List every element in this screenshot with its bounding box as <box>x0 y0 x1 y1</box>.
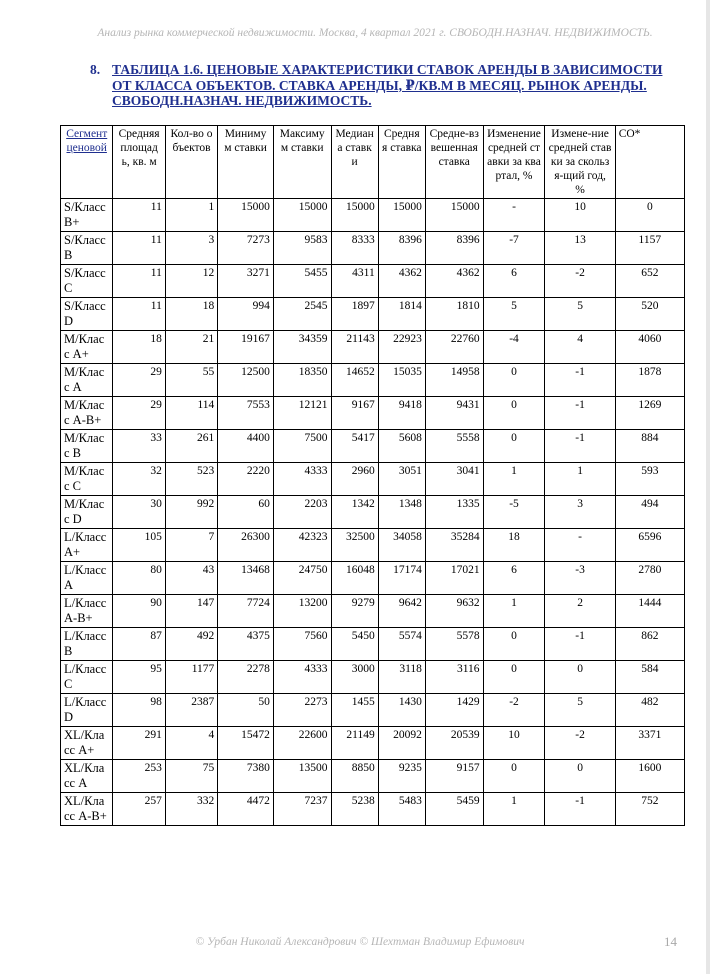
column-header-average: Средняя ставка <box>378 126 425 199</box>
cell-weighted: 22760 <box>425 331 483 364</box>
cell-average: 1430 <box>378 694 425 727</box>
cell-change-quarter: -7 <box>483 232 545 265</box>
cell-count: 4 <box>165 727 217 760</box>
table-row <box>61 265 685 298</box>
cell-min: 4400 <box>218 430 274 463</box>
cell-median: 3000 <box>331 661 378 694</box>
cell-count: 492 <box>165 628 217 661</box>
cell-change-year: -2 <box>545 727 615 760</box>
cell-median: 32500 <box>331 529 378 562</box>
cell-segment: S/Класс D <box>61 298 113 331</box>
cell-avg-area: 95 <box>113 661 165 694</box>
cell-count: 75 <box>165 760 217 793</box>
cell-change-year: -3 <box>545 562 615 595</box>
cell-average: 17174 <box>378 562 425 595</box>
cell-change-quarter: 1 <box>483 595 545 628</box>
table-row <box>61 397 685 430</box>
cell-std: 1444 <box>615 595 684 628</box>
table-row <box>61 199 685 232</box>
cell-max: 12121 <box>273 397 331 430</box>
cell-std: 4060 <box>615 331 684 364</box>
cell-average: 5483 <box>378 793 425 826</box>
cell-average: 34058 <box>378 529 425 562</box>
cell-average: 22923 <box>378 331 425 364</box>
cell-average: 1814 <box>378 298 425 331</box>
table-row <box>61 496 685 529</box>
cell-avg-area: 291 <box>113 727 165 760</box>
cell-change-year: 2 <box>545 595 615 628</box>
cell-std: 6596 <box>615 529 684 562</box>
cell-max: 24750 <box>273 562 331 595</box>
cell-min: 60 <box>218 496 274 529</box>
cell-max: 9583 <box>273 232 331 265</box>
cell-segment: M/Класс B <box>61 430 113 463</box>
cell-count: 12 <box>165 265 217 298</box>
cell-change-year: 5 <box>545 694 615 727</box>
cell-segment: S/Класс C <box>61 265 113 298</box>
cell-change-year: -1 <box>545 397 615 430</box>
table-row <box>61 793 685 826</box>
cell-max: 22600 <box>273 727 331 760</box>
cell-change-year: 3 <box>545 496 615 529</box>
cell-avg-area: 11 <box>113 265 165 298</box>
cell-median: 5450 <box>331 628 378 661</box>
footer-copyright: © Урбан Николай Александрович © Шехтман Владимир Ефимович <box>195 936 525 948</box>
cell-max: 13200 <box>273 595 331 628</box>
cell-avg-area: 29 <box>113 397 165 430</box>
cell-std: 1600 <box>615 760 684 793</box>
cell-min: 7553 <box>218 397 274 430</box>
cell-max: 15000 <box>273 199 331 232</box>
cell-weighted: 35284 <box>425 529 483 562</box>
table-row <box>61 562 685 595</box>
cell-std: 652 <box>615 265 684 298</box>
cell-count: 43 <box>165 562 217 595</box>
cell-median: 2960 <box>331 463 378 496</box>
cell-change-year: -2 <box>545 265 615 298</box>
cell-average: 15000 <box>378 199 425 232</box>
cell-change-quarter: -2 <box>483 694 545 727</box>
cell-min: 2220 <box>218 463 274 496</box>
cell-average: 3118 <box>378 661 425 694</box>
cell-min: 13468 <box>218 562 274 595</box>
cell-average: 4362 <box>378 265 425 298</box>
cell-count: 332 <box>165 793 217 826</box>
cell-change-year: 10 <box>545 199 615 232</box>
cell-min: 19167 <box>218 331 274 364</box>
cell-weighted: 1810 <box>425 298 483 331</box>
cell-avg-area: 11 <box>113 298 165 331</box>
cell-median: 9279 <box>331 595 378 628</box>
table-row <box>61 463 685 496</box>
column-header-weighted: Средне-взвешенная ставка <box>425 126 483 199</box>
cell-avg-area: 253 <box>113 760 165 793</box>
cell-segment: M/Класс C <box>61 463 113 496</box>
cell-max: 2545 <box>273 298 331 331</box>
cell-average: 9642 <box>378 595 425 628</box>
cell-avg-area: 257 <box>113 793 165 826</box>
cell-std: 862 <box>615 628 684 661</box>
cell-min: 4375 <box>218 628 274 661</box>
cell-change-quarter: 5 <box>483 298 545 331</box>
cell-min: 15000 <box>218 199 274 232</box>
cell-weighted: 5459 <box>425 793 483 826</box>
cell-std: 1878 <box>615 364 684 397</box>
cell-avg-area: 80 <box>113 562 165 595</box>
cell-std: 482 <box>615 694 684 727</box>
cell-weighted: 8396 <box>425 232 483 265</box>
cell-change-year: 0 <box>545 661 615 694</box>
cell-min: 3271 <box>218 265 274 298</box>
cell-weighted: 5558 <box>425 430 483 463</box>
cell-max: 18350 <box>273 364 331 397</box>
cell-segment: M/Класс A-B+ <box>61 397 113 430</box>
cell-weighted: 5578 <box>425 628 483 661</box>
cell-weighted: 9431 <box>425 397 483 430</box>
cell-weighted: 3116 <box>425 661 483 694</box>
cell-min: 2278 <box>218 661 274 694</box>
cell-median: 5238 <box>331 793 378 826</box>
cell-change-year: -1 <box>545 364 615 397</box>
cell-segment: L/Класс A+ <box>61 529 113 562</box>
page-number: 14 <box>664 934 677 949</box>
cell-median: 9167 <box>331 397 378 430</box>
cell-change-quarter: 6 <box>483 265 545 298</box>
cell-max: 4333 <box>273 463 331 496</box>
cell-std: 0 <box>615 199 684 232</box>
cell-change-quarter: 0 <box>483 430 545 463</box>
cell-avg-area: 98 <box>113 694 165 727</box>
table-row <box>61 595 685 628</box>
cell-change-quarter: 10 <box>483 727 545 760</box>
cell-avg-area: 33 <box>113 430 165 463</box>
cell-std: 1157 <box>615 232 684 265</box>
cell-median: 15000 <box>331 199 378 232</box>
rates-table <box>60 125 685 826</box>
cell-max: 7500 <box>273 430 331 463</box>
table-row <box>61 694 685 727</box>
cell-min: 994 <box>218 298 274 331</box>
cell-segment: L/Класс B <box>61 628 113 661</box>
cell-min: 15472 <box>218 727 274 760</box>
cell-change-quarter: 0 <box>483 760 545 793</box>
cell-max: 34359 <box>273 331 331 364</box>
cell-segment: M/Класс D <box>61 496 113 529</box>
cell-avg-area: 32 <box>113 463 165 496</box>
cell-max: 7560 <box>273 628 331 661</box>
cell-change-quarter: - <box>483 199 545 232</box>
column-header-segment[interactable]: Сегмент ценовой <box>61 126 113 199</box>
cell-max: 42323 <box>273 529 331 562</box>
cell-median: 8850 <box>331 760 378 793</box>
table-body <box>61 199 685 826</box>
cell-segment: L/Класс A <box>61 562 113 595</box>
cell-min: 4472 <box>218 793 274 826</box>
cell-median: 1455 <box>331 694 378 727</box>
table-row <box>61 661 685 694</box>
cell-min: 26300 <box>218 529 274 562</box>
column-header-change-quarter: Изменение средней ставки за квартал, % <box>483 126 545 199</box>
cell-change-quarter: 6 <box>483 562 545 595</box>
cell-std: 752 <box>615 793 684 826</box>
column-header-count: Кол-во объектов <box>165 126 217 199</box>
cell-median: 14652 <box>331 364 378 397</box>
cell-segment: XL/Класс A <box>61 760 113 793</box>
cell-average: 3051 <box>378 463 425 496</box>
table-row <box>61 331 685 364</box>
cell-std: 494 <box>615 496 684 529</box>
cell-segment: L/Класс C <box>61 661 113 694</box>
cell-change-year: -1 <box>545 793 615 826</box>
cell-count: 7 <box>165 529 217 562</box>
cell-count: 21 <box>165 331 217 364</box>
cell-change-year: 5 <box>545 298 615 331</box>
column-header-change-year: Измене-ние средней ставки за скользя-щий год, % <box>545 126 615 199</box>
table-row <box>61 364 685 397</box>
cell-std: 1269 <box>615 397 684 430</box>
column-header-std: СО* <box>615 126 684 199</box>
cell-avg-area: 11 <box>113 199 165 232</box>
cell-min: 12500 <box>218 364 274 397</box>
cell-change-quarter: 0 <box>483 364 545 397</box>
cell-segment: L/Класс D <box>61 694 113 727</box>
cell-segment: M/Класс A+ <box>61 331 113 364</box>
cell-min: 7380 <box>218 760 274 793</box>
cell-segment: M/Класс A <box>61 364 113 397</box>
cell-segment: XL/Класс A+ <box>61 727 113 760</box>
cell-avg-area: 18 <box>113 331 165 364</box>
cell-weighted: 9157 <box>425 760 483 793</box>
column-header-max: Максимум ставки <box>273 126 331 199</box>
cell-segment: S/Класс B <box>61 232 113 265</box>
section-number: 8. <box>90 62 101 77</box>
cell-max: 2203 <box>273 496 331 529</box>
cell-avg-area: 11 <box>113 232 165 265</box>
cell-count: 1177 <box>165 661 217 694</box>
cell-median: 1342 <box>331 496 378 529</box>
cell-change-year: - <box>545 529 615 562</box>
table-row <box>61 232 685 265</box>
cell-change-quarter: 0 <box>483 661 545 694</box>
table-row <box>61 430 685 463</box>
cell-max: 5455 <box>273 265 331 298</box>
cell-max: 13500 <box>273 760 331 793</box>
cell-weighted: 3041 <box>425 463 483 496</box>
cell-weighted: 1429 <box>425 694 483 727</box>
cell-change-year: -1 <box>545 628 615 661</box>
cell-median: 16048 <box>331 562 378 595</box>
table-row <box>61 760 685 793</box>
cell-count: 2387 <box>165 694 217 727</box>
cell-average: 20092 <box>378 727 425 760</box>
cell-segment: L/Класс A-B+ <box>61 595 113 628</box>
cell-max: 7237 <box>273 793 331 826</box>
cell-median: 1897 <box>331 298 378 331</box>
cell-count: 55 <box>165 364 217 397</box>
cell-change-quarter: 18 <box>483 529 545 562</box>
cell-avg-area: 87 <box>113 628 165 661</box>
cell-weighted: 14958 <box>425 364 483 397</box>
cell-std: 2780 <box>615 562 684 595</box>
table-row <box>61 628 685 661</box>
cell-count: 261 <box>165 430 217 463</box>
cell-count: 147 <box>165 595 217 628</box>
cell-segment: XL/Класс A-B+ <box>61 793 113 826</box>
cell-weighted: 9632 <box>425 595 483 628</box>
cell-segment: S/Класс B+ <box>61 199 113 232</box>
table-row <box>61 529 685 562</box>
table-row <box>61 727 685 760</box>
cell-change-year: 13 <box>545 232 615 265</box>
cell-change-quarter: 1 <box>483 463 545 496</box>
cell-change-year: -1 <box>545 430 615 463</box>
cell-median: 4311 <box>331 265 378 298</box>
cell-weighted: 17021 <box>425 562 483 595</box>
cell-min: 50 <box>218 694 274 727</box>
cell-std: 884 <box>615 430 684 463</box>
cell-min: 7273 <box>218 232 274 265</box>
cell-average: 15035 <box>378 364 425 397</box>
cell-avg-area: 30 <box>113 496 165 529</box>
column-header-median: Медиана ставки <box>331 126 378 199</box>
cell-std: 520 <box>615 298 684 331</box>
cell-median: 21149 <box>331 727 378 760</box>
cell-average: 1348 <box>378 496 425 529</box>
cell-average: 8396 <box>378 232 425 265</box>
cell-count: 1 <box>165 199 217 232</box>
cell-avg-area: 90 <box>113 595 165 628</box>
cell-std: 584 <box>615 661 684 694</box>
cell-median: 21143 <box>331 331 378 364</box>
cell-change-year: 4 <box>545 331 615 364</box>
cell-change-quarter: -5 <box>483 496 545 529</box>
cell-average: 9418 <box>378 397 425 430</box>
cell-weighted: 4362 <box>425 265 483 298</box>
cell-average: 5608 <box>378 430 425 463</box>
cell-avg-area: 29 <box>113 364 165 397</box>
cell-count: 3 <box>165 232 217 265</box>
cell-median: 5417 <box>331 430 378 463</box>
cell-median: 8333 <box>331 232 378 265</box>
cell-max: 4333 <box>273 661 331 694</box>
cell-change-year: 1 <box>545 463 615 496</box>
column-header-min: Минимум ставки <box>218 126 274 199</box>
table-header-row <box>61 126 685 199</box>
cell-weighted: 15000 <box>425 199 483 232</box>
cell-change-quarter: 0 <box>483 397 545 430</box>
cell-count: 114 <box>165 397 217 430</box>
section-title-text: ТАБЛИЦА 1.6. ЦЕНОВЫЕ ХАРАКТЕРИСТИКИ СТАВОК АРЕНДЫ В ЗАВИСИМОСТИ ОТ КЛАССА ОБЪЕКТОВ. СТАВКА АРЕНДЫ, ₽/КВ.М В МЕСЯЦ. РЫНОК АРЕНДЫ. СВОБОДН.НАЗНАЧ. НЕДВИЖИМОСТЬ. <box>112 62 663 108</box>
column-header-avg-area: Средняя площадь, кв. м <box>113 126 165 199</box>
cell-weighted: 20539 <box>425 727 483 760</box>
cell-average: 5574 <box>378 628 425 661</box>
cell-average: 9235 <box>378 760 425 793</box>
cell-std: 593 <box>615 463 684 496</box>
cell-std: 3371 <box>615 727 684 760</box>
cell-change-quarter: 0 <box>483 628 545 661</box>
cell-count: 18 <box>165 298 217 331</box>
cell-max: 2273 <box>273 694 331 727</box>
table-row <box>61 298 685 331</box>
cell-avg-area: 105 <box>113 529 165 562</box>
cell-change-year: 0 <box>545 760 615 793</box>
cell-count: 992 <box>165 496 217 529</box>
cell-change-quarter: -4 <box>483 331 545 364</box>
cell-min: 7724 <box>218 595 274 628</box>
cell-change-quarter: 1 <box>483 793 545 826</box>
running-header: Анализ рынка коммерческой недвижимости. Москва, 4 квартал 2021 г. СВОБОДН.НАЗНАЧ. НЕДВИЖИМОСТЬ. <box>97 27 653 39</box>
cell-count: 523 <box>165 463 217 496</box>
cell-weighted: 1335 <box>425 496 483 529</box>
